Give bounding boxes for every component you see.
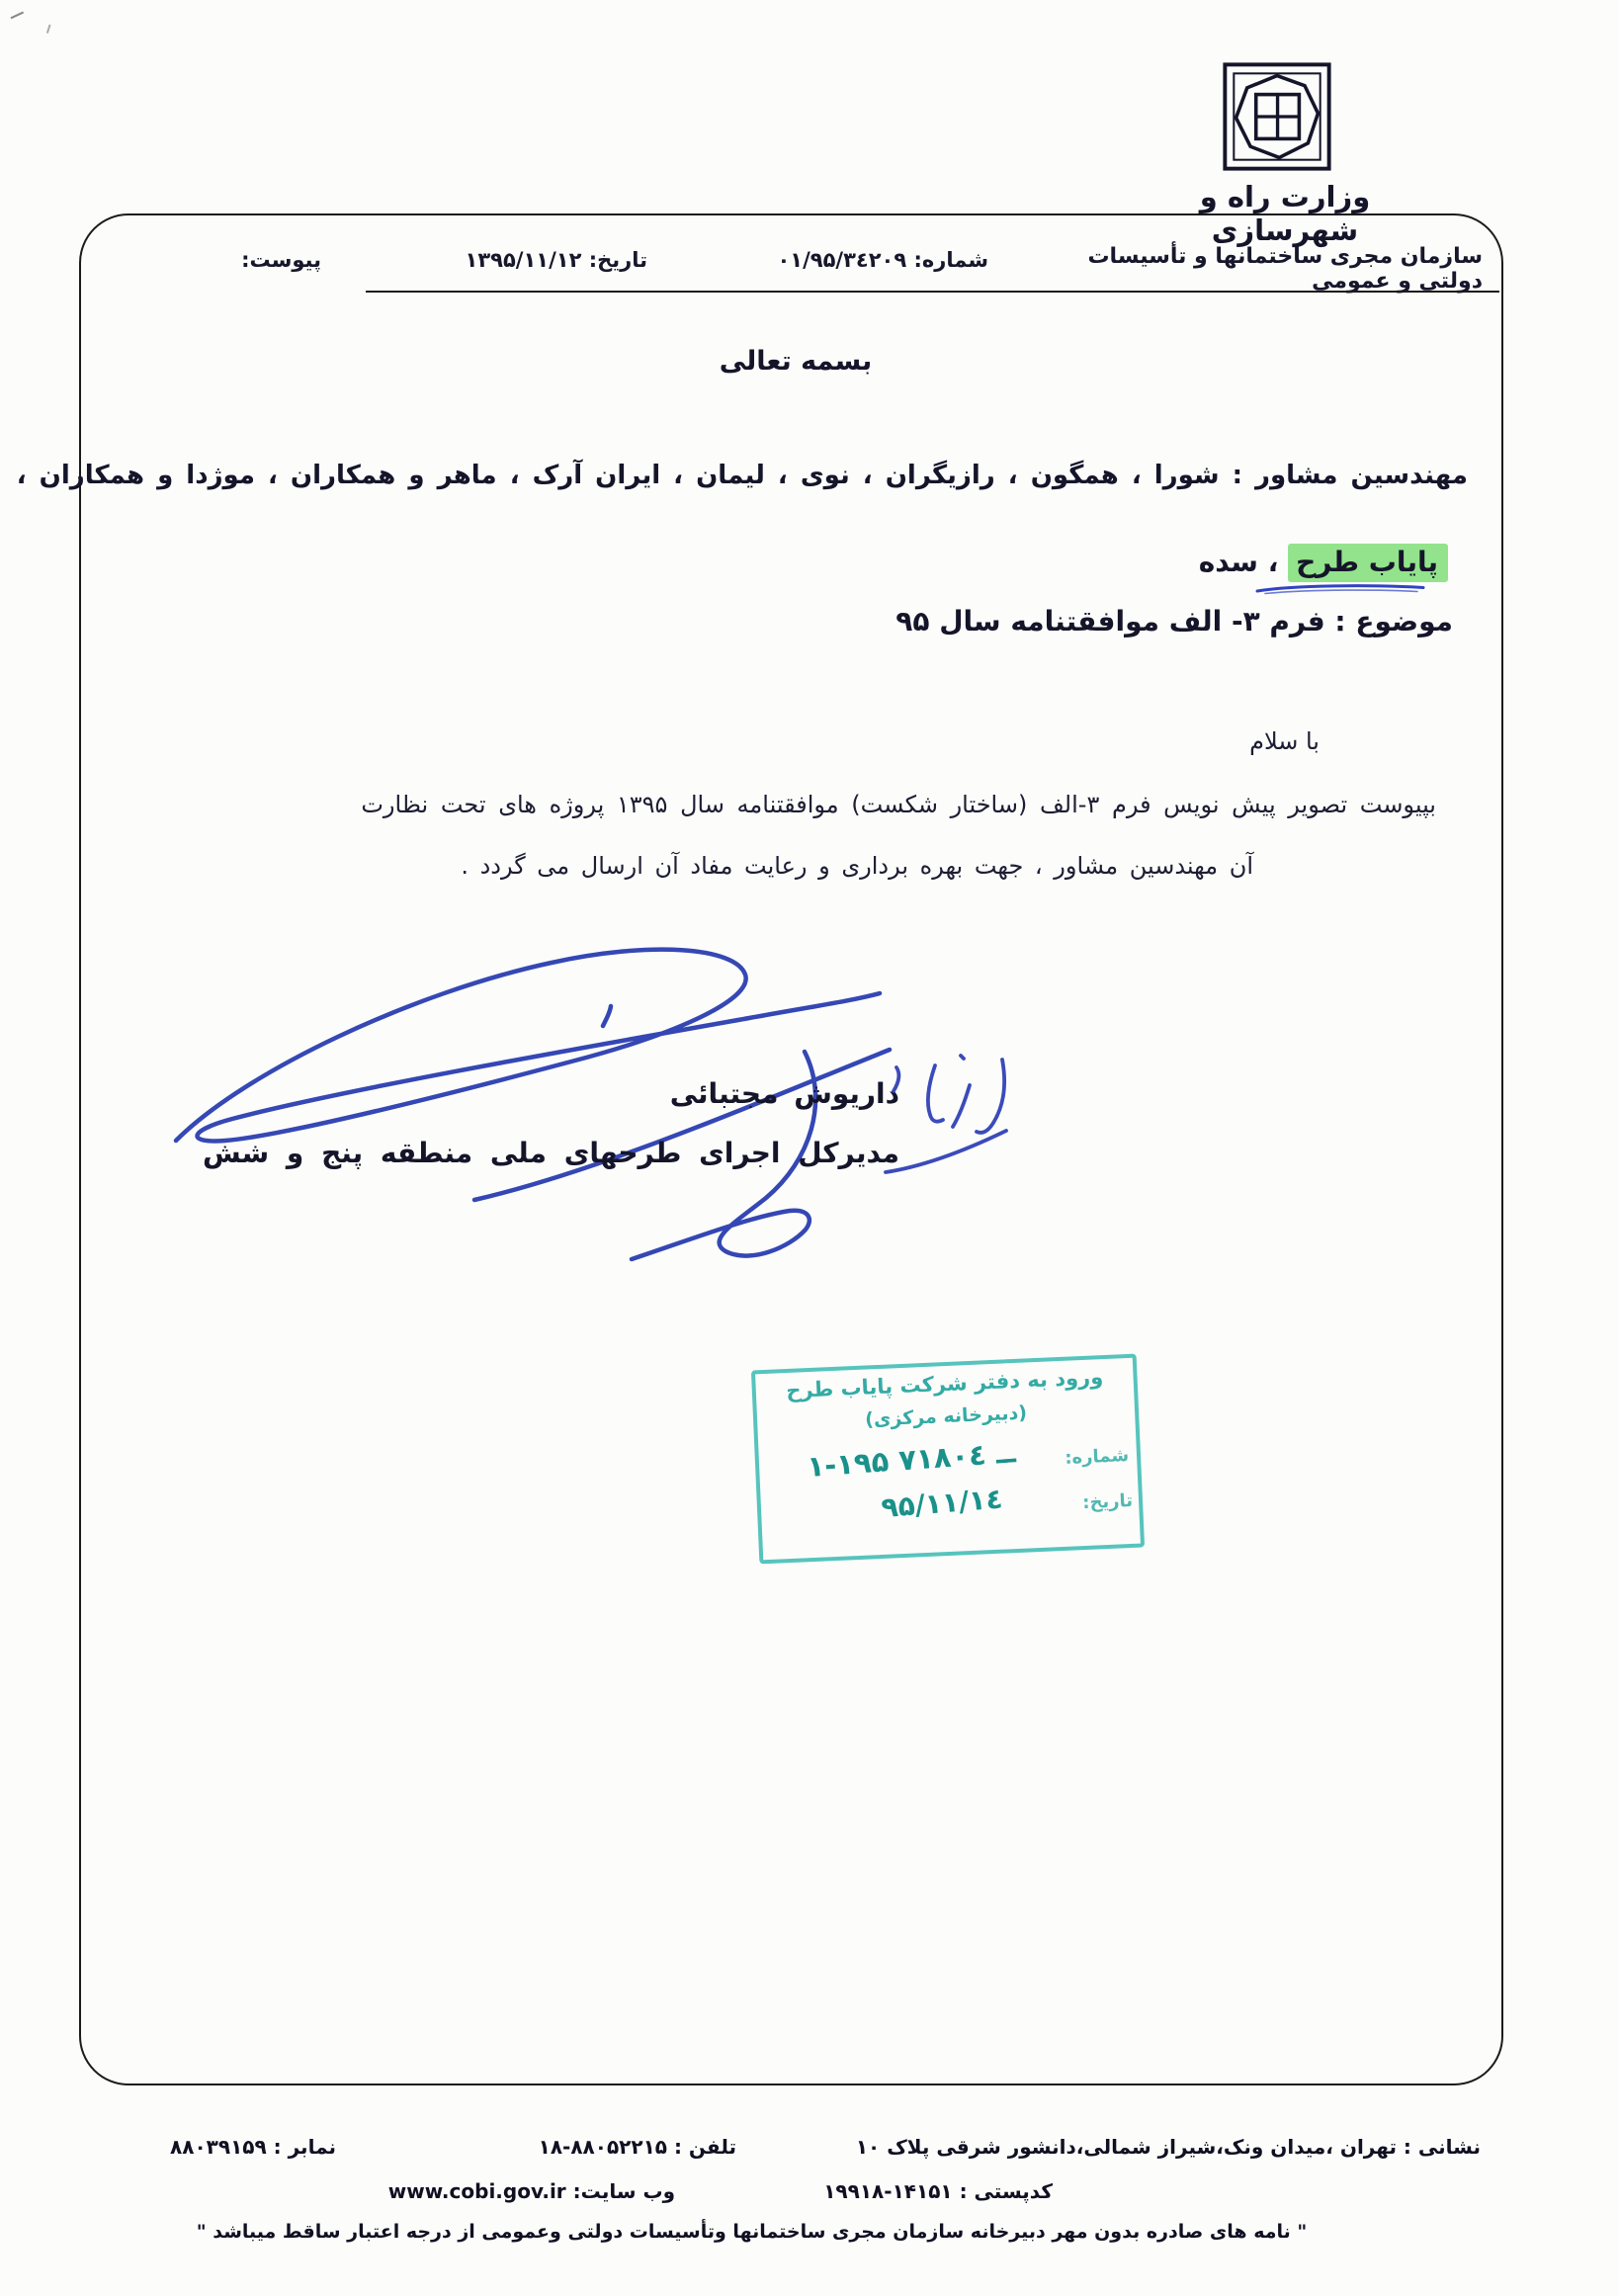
highlight-line [954, 546, 1448, 578]
highlighted-company: پایاب طرح [1288, 544, 1448, 582]
footer-fax: نمابر : ۸۸۰۳۹۱۵۹ [170, 2135, 336, 2159]
pen-mark [11, 12, 28, 27]
salutation: با سلام [1249, 727, 1320, 755]
body-paragraph-line-1: بپیوست تصویر پیش نویس فرم ۳-الف (ساختار شکست) موافقتنامه سال ۱۳۹۵ پروژه های تحت نظارت [361, 791, 1436, 818]
stamp-date-value: ۹۵/۱۱/۱٤ [880, 1482, 1004, 1525]
letter-date-field: تاریخ: ۱۳۹۵/۱۱/۱۲ [465, 248, 647, 272]
consultants-line: مهندسین مشاور : شورا ، همگون ، رازیگران ، نوی ، لیمان ، ایران آرک ، ماهر و همکاران ، موژدا و همکاران ، [16, 461, 1468, 490]
header-divider-line [366, 291, 1499, 293]
ministry-name: وزارت راه و شهرسازی [1199, 180, 1371, 247]
pen-mark [46, 25, 58, 37]
handwritten-note [874, 1050, 1042, 1208]
stamp-date-label: تاریخ: [1081, 1489, 1134, 1514]
ministry-emblem-icon [1222, 61, 1332, 172]
stamp-line-1: ورود به دفتر شرکت پایاب طرح [785, 1365, 1104, 1403]
bismillah: بسمه تعالی [719, 346, 873, 377]
organization-name: سازمان مجری ساختمانها و تأسیسات دولتی و عمومی [1087, 244, 1483, 294]
footer-address: نشانی : تهران ،میدان ونک،شیراز شمالی،دانشور شرقی پلاک ۱۰ [855, 2135, 1481, 2159]
stamp-number-value: ۱-۱۹۵ ــ ۷۱۸۰٤ [806, 1435, 1017, 1484]
stamp-number-label: شماره: [1064, 1445, 1130, 1469]
pen-underline [1253, 581, 1429, 595]
footer-phone: تلفن : ۸۸۰۵۲۲۱۵-۱۸ [538, 2135, 736, 2159]
footer-disclaimer: " نامه های صادره بدون مهر دبیرخانه سازمان مجری ساختمانها وتأسیسات دولتی وعمومی از درجه اعتبار ساقط میباشد " [196, 2221, 1308, 2243]
signer-name: داریوش مجتبائی [669, 1077, 899, 1110]
footer-postal-code: کدپستی : ۱۴۱۵۱-۱۹۹۱۸ [823, 2179, 1053, 2203]
letter-number-field: شماره: ۰۱/۹۵/۳٤۲۰۹ [777, 248, 988, 272]
footer-website: وب سایت: www.cobi.gov.ir [387, 2179, 675, 2203]
highlight-suffix: ، سده [1198, 546, 1289, 578]
body-paragraph-line-2: آن مهندسین مشاور ، جهت بهره برداری و رعایت مفاد آن ارسال می گردد . [461, 852, 1253, 880]
stamp-line-2: (دبیرخانه مرکزی) [864, 1402, 1028, 1431]
subject-line: موضوع : فرم ۳- الف موافقتنامه سال ۹۵ [895, 605, 1453, 638]
signer-title: مدیرکل اجرای طرحهای ملی منطقه پنج و شش [203, 1137, 899, 1169]
attachment-field: پیوست: [241, 248, 321, 272]
receipt-stamp [751, 1354, 1145, 1565]
